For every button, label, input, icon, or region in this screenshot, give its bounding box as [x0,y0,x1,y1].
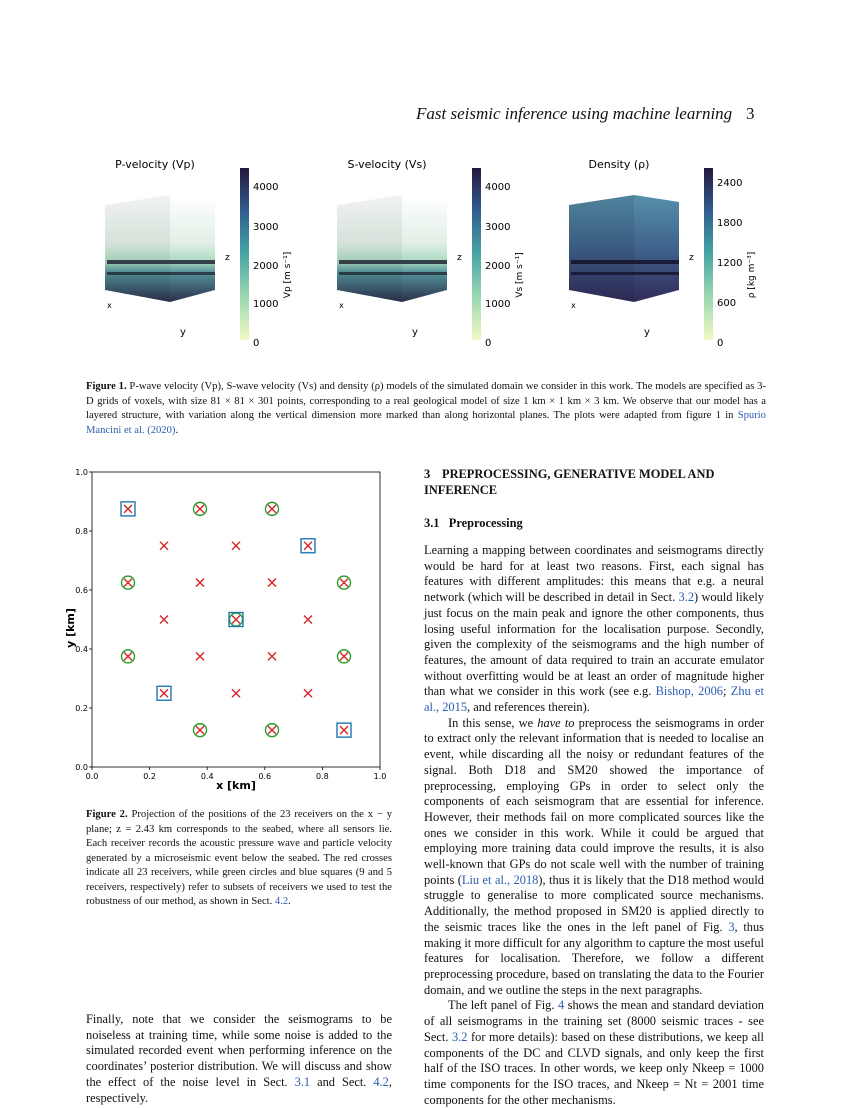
right-column [424,466,764,1108]
colorbar-tick: 2400 [717,178,743,189]
paragraph-2 [424,716,764,999]
section-link[interactable]: 4.2 [373,1074,389,1089]
receiver-cross-marker [268,726,276,734]
colorbar-tick: 0 [253,338,260,349]
x-axis-label: x [571,301,576,310]
text: ; [722,684,727,699]
receiver-cross-marker [268,505,276,513]
figure-1-caption [86,380,766,438]
figure-2-caption [86,808,392,910]
colorbar-tick: 1800 [717,218,743,229]
receiver-cross-marker [268,652,276,660]
figure-2-receiver-scatter [64,462,390,792]
panel-title: S-velocity (Vs) [347,158,427,171]
colorbar-tick: 0 [485,338,492,349]
section-title: PREPROCESSING, GENERATIVE MODEL AND INFERENCE [424,467,715,497]
receiver-cross-marker [304,542,312,550]
emphasis: have to [537,715,575,730]
subsection-number: 3.1 [424,516,440,530]
y-axis-label: y [644,327,650,338]
receiver-cross-marker [340,652,348,660]
y-tick-label: 0.8 [75,527,88,536]
receiver-cross-marker [232,616,240,624]
section-link[interactable]: 3.2 [451,1029,468,1044]
x-axis-label: x [339,301,344,310]
y-tick-label: 0.4 [75,645,88,654]
text: In this sense, we [448,715,534,730]
colorbar-label: Vs [m s⁻¹] [515,252,525,298]
receiver-cross-marker [160,542,168,550]
y-axis-label: y [412,327,418,338]
receiver-cross-marker [124,579,132,587]
x-tick-label: 0.4 [200,772,214,781]
caption-label: Figure 1. [86,381,127,392]
text: for more details): based on these distributions, we keep all components of the DC and CLVD signals, and only keep the first half of the ISO traces. In other words, we keep only Nkeep = 1000 time components for the ISO traces, and Nkeep = Nt = 2001 time components for the other mechanisms. [424,1029,764,1107]
y-tick-label: 0.0 [75,763,88,772]
receiver-cross-marker [124,505,132,513]
x-axis-label: x [107,301,112,310]
text: preprocess the seismograms in order to extract only the relevant information that is needed to localise an event, while discarding all the noisy or redundant features of the signal. Both D18 and SM20 showed the importance of preprocessing, employing GPs in order to select only the components of each seismogram that are essential for inference. However, their methods fail on more complicated sources like the ones we consider in this work. While it could be argued that employing more training data could improve the results, it is also well-known that GPs do not scale well with the number of training points ( [424,715,764,887]
receiver-cross-marker [340,579,348,587]
colorbar-tick: 4000 [485,182,511,193]
panel-title: Density (ρ) [588,158,650,171]
colorbar-tick: 600 [717,298,737,309]
y-tick-label: 1.0 [75,468,88,477]
text: ) would likely just focus on the main peak and ignore the other components, thus losing useful information for the localisation purpose. Secondly, given the complexity of the seismograms and the high number of features, the amount of data required to train an accurate emulator without overfitting would be at least an order of magnitude higher than what we consider in this work (see e.g. [424,590,764,699]
y-axis-label: y [km] [64,608,77,648]
x-axis-label: x [km] [216,779,256,792]
section-heading [424,466,764,498]
receiver-cross-marker [304,689,312,697]
receiver-cross-marker [304,616,312,624]
caption-label: Figure 2. [86,809,128,820]
panel-title: P-velocity (Vp) [115,158,195,171]
text: , thus making it more difficult for any algorithm to capture the most useful features for localisation. Therefore, we follow a different preprocessing procedure, based on translating the data to the Fourier domain, and we outline the steps in the next paragraphs. [424,919,764,997]
z-axis-label: z [457,253,462,263]
text: shows the mean and standard deviation of all seismograms in the training set (8000 seismic traces - see Sect. [424,998,764,1044]
colorbar-tick: 4000 [253,182,279,193]
text: and Sect. [317,1074,367,1089]
text: ), thus it is likely that the D18 method would struggle to generalise to more complicated source mechanisms. Additionally, the method proposed in SM20 is applied directly to the seismic traces like the ones in the left panel of Fig. [424,872,764,934]
receiver-cross-marker [232,689,240,697]
panel-density [569,158,757,349]
colorbar-tick: 0 [717,338,724,349]
left-column-paragraph [86,1012,392,1106]
subsection-title: Preprocessing [448,516,523,530]
figure-link[interactable]: 3 [728,919,735,934]
x-tick-label: 0.2 [143,772,156,781]
running-header-title: Fast seismic inference using machine learning [416,104,733,123]
colorbar-tick: 1000 [253,299,279,310]
text: , and references therein). [467,700,590,715]
receiver-cross-marker [160,616,168,624]
colorbar-tick: 3000 [485,222,511,233]
z-axis-label: z [689,253,694,263]
panel-s-velocity [337,158,525,349]
section-link[interactable]: 4.2 [274,896,289,907]
text: , respectively. [86,1074,392,1105]
z-axis-label: z [225,253,230,263]
colorbar-tick: 2000 [253,261,279,272]
colorbar-label: Vp [m s⁻¹] [283,251,293,299]
caption-end: . [175,424,179,436]
figure-1-3d-models [85,150,765,360]
caption-text: Projection of the positions of the 23 receivers on the x − y plane; z = 2.43 km corresponds to the seabed, where all sensors lie. Each receiver records the acoustic pressure wave and particle velocity generated by a microseismic event below the seabed. The red crosses indicate all 23 receivers, while green circles and blue squares (9 and 5 receivers, respectively) refer to subsets of receivers we used to test the robustness of our method, as shown in Sect. [86,809,392,907]
paragraph-3 [424,998,764,1108]
y-tick-label: 0.2 [75,704,88,713]
x-tick-label: 0.6 [258,772,272,781]
citation-link[interactable]: Zhu et al., 2015 [424,684,764,715]
colorbar-label: ρ [kg m⁻³] [747,251,757,299]
section-link[interactable]: 3.1 [294,1074,311,1089]
subsection-heading [424,516,764,531]
panel-p-velocity [105,158,293,349]
text: Finally, note that we consider the seismograms to be noiseless at training time, while some noise is added to the simulated recorded event when performing inference on the coordinates’ posterior distribution. We will discuss and show the effect of the noise level in Sect. [86,1012,392,1089]
section-link[interactable]: 3.2 [678,590,695,605]
text: Learning a mapping between coordinates and seismograms directly would be hard for at least two reasons. First, each signal has features with different amplitudes: this means that e.g. a neural network (which will be described in detail in Sect. [424,543,764,605]
page-number: 3 [746,104,755,123]
figure-link[interactable]: 4 [557,998,565,1013]
receiver-cross-marker [232,542,240,550]
receiver-cross-marker [196,726,204,734]
x-tick-label: 0.8 [316,772,329,781]
y-tick-label: 0.6 [75,586,88,595]
colorbar-tick: 3000 [253,222,279,233]
paragraph-1 [424,543,764,716]
y-axis-label: y [180,327,186,338]
receiver-cross-marker [196,505,204,513]
caption-text: P-wave velocity (Vp), S-wave velocity (Vs) and density (ρ) models of the simulated domain we consider in this work. The models are specified as 3-D grids of voxels, with size 81 × 81 × 301 points, corresponding to a real geological model of size 1 km × 1 km × 3 km. We observe that our model has a layered structure, with variation along the vertical dimension more marked than along horizontal planes. The plots were adapted from figure 1 in [86,381,766,421]
colorbar-tick: 1200 [717,258,743,269]
receiver-cross-marker [196,652,204,660]
x-tick-label: 1.0 [373,772,387,781]
section-number: 3 [424,467,431,481]
text: The left panel of Fig. [448,998,555,1013]
colorbar-tick: 1000 [485,299,511,310]
citation-link[interactable]: Bishop, 2006 [655,684,723,699]
citation-link[interactable]: Liu et al., 2018 [461,872,539,887]
receiver-cross-marker [124,652,132,660]
caption-end: . [288,896,291,907]
receiver-cross-marker [268,579,276,587]
receiver-cross-marker [160,689,168,697]
citation-link[interactable]: Spurio Mancini et al. (2020) [86,410,766,436]
colorbar-tick: 2000 [485,261,511,272]
receiver-cross-marker [340,726,348,734]
x-tick-label: 0.0 [85,772,99,781]
receiver-cross-marker [196,579,204,587]
